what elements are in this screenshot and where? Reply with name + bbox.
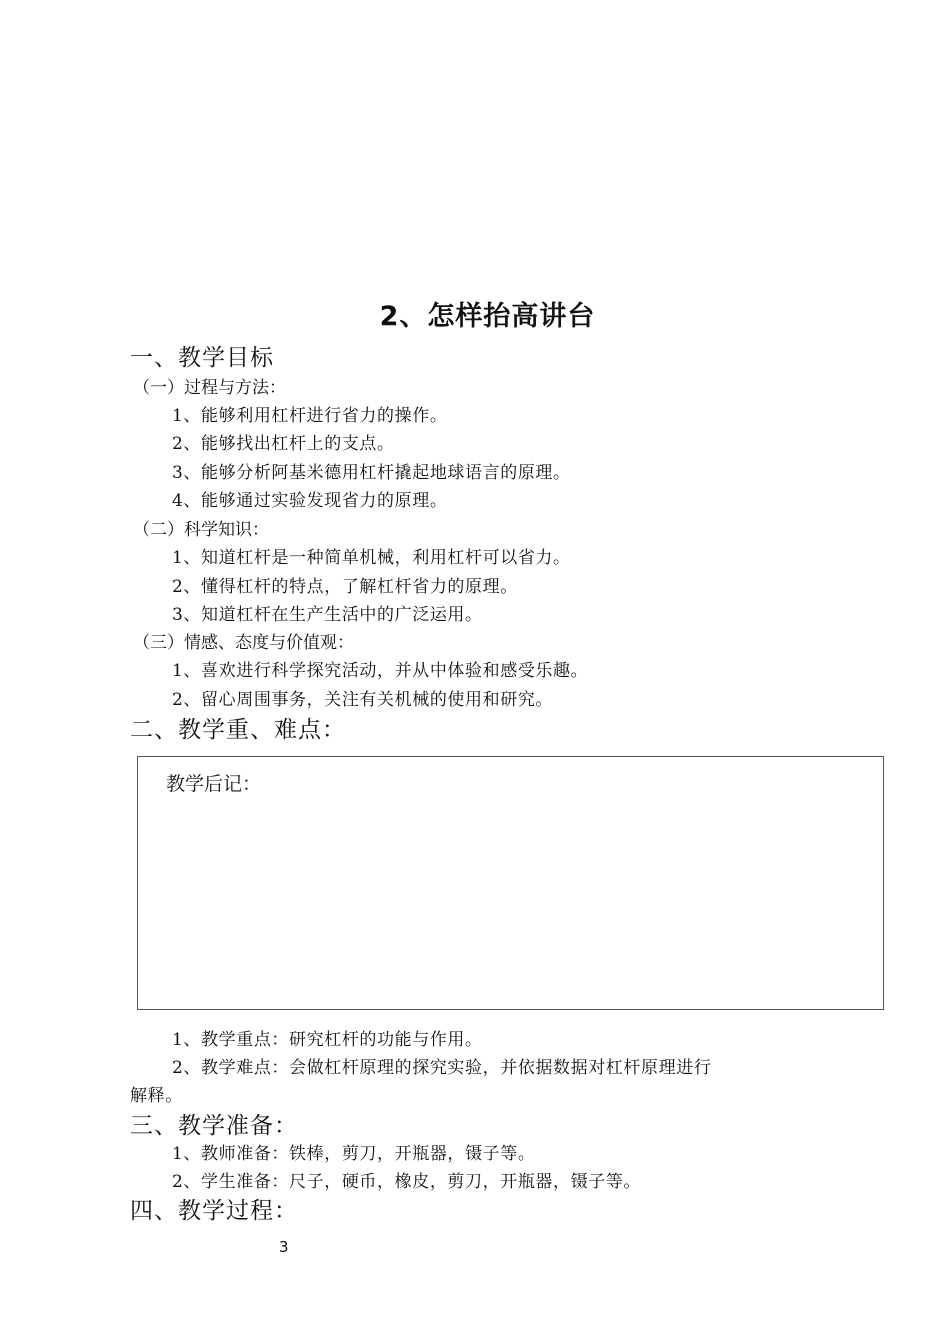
list-item: 3、能够分析阿基米德用杠杆撬起地球语言的原理。	[172, 463, 571, 483]
list-item: 2、教学难点：会做杠杆原理的探究实验，并依据数据对杠杆原理进行	[172, 1058, 712, 1078]
list-item: 2、懂得杠杆的特点，了解杠杆省力的原理。	[172, 577, 518, 597]
page-title: 2、怎样抬高讲台	[379, 301, 596, 332]
list-item: 1、能够利用杠杆进行省力的操作。	[172, 406, 448, 426]
list-item-continuation: 解释。	[130, 1086, 183, 1106]
teaching-notes-label: 教学后记：	[166, 773, 262, 795]
list-item: 1、喜欢进行科学探究活动，并从中体验和感受乐趣。	[172, 661, 589, 681]
subsection-heading-process: （一）过程与方法：	[133, 378, 286, 398]
list-item: 1、教学重点：研究杠杆的功能与作用。	[172, 1030, 483, 1050]
section-heading-objectives: 一、教学目标	[130, 345, 274, 371]
subsection-heading-knowledge: （二）科学知识：	[133, 520, 269, 540]
list-item: 2、学生准备：尺子，硬币，橡皮，剪刀，开瓶器，镊子等。	[172, 1172, 642, 1192]
section-heading-preparation: 三、教学准备：	[130, 1113, 298, 1139]
list-item: 1、知道杠杆是一种简单机械，利用杠杆可以省力。	[172, 548, 571, 568]
section-heading-process: 四、教学过程：	[130, 1198, 298, 1224]
list-item: 2、留心周围事务，关注有关机械的使用和研究。	[172, 690, 554, 710]
list-item: 1、教师准备：铁棒，剪刀，开瓶器，镊子等。	[172, 1144, 536, 1164]
subsection-heading-attitude: （三）情感、态度与价值观：	[133, 633, 354, 653]
teaching-notes-box	[137, 756, 884, 1010]
list-item: 4、能够通过实验发现省力的原理。	[172, 491, 448, 511]
list-item: 3、知道杠杆在生产生活中的广泛运用。	[172, 605, 483, 625]
page-number: 3	[279, 1238, 289, 1256]
section-heading-key-points: 二、教学重、难点：	[130, 717, 346, 743]
list-item: 2、能够找出杠杆上的支点。	[172, 434, 395, 454]
